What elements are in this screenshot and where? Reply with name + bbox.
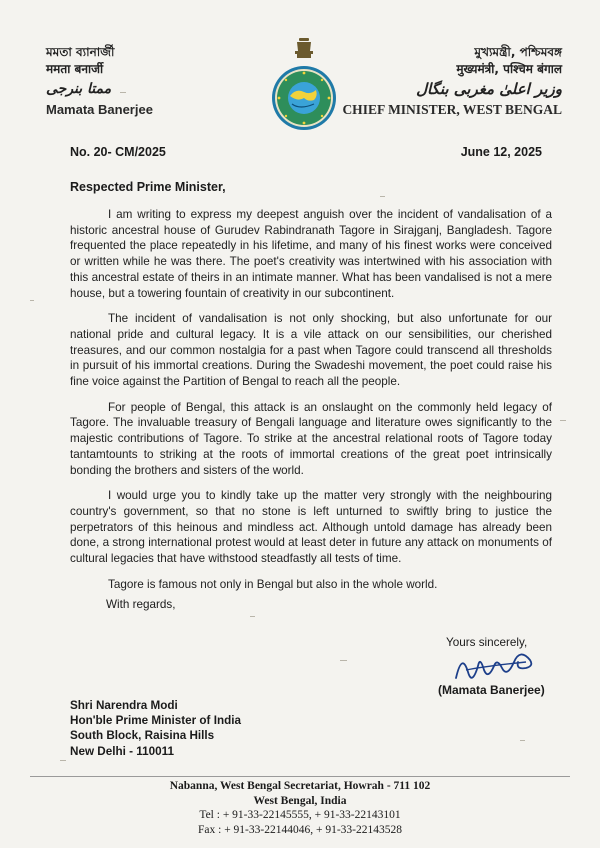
signatory-name: (Mamata Banerjee) [438,683,545,697]
footer-address-line1: Nabanna, West Bengal Secretariat, Howrah - 711 102 [169,780,431,792]
letterhead-left [46,44,153,117]
letter-date: June 12, 2025 [460,145,542,159]
footer-telephone: Tel : + 91-33-22145555, + 91-33-22143101 [199,809,401,821]
yours-sincerely: Yours sincerely, [446,636,528,649]
paragraph: The incident of vandalisation is not only shocking, but also unfortunate for our national pride and cultural legacy. It is a vile attack on our sensibilities, our cherished treasures, and our common nostalgia for a past when Tagore could transcend all thresholds in pursuit of his immortal creations. During the Swadeshi movement, the poet could raise his fine voice against the Partition of Bengal to reach all the people. [70,312,552,389]
paper-speck [340,660,347,661]
paper-speck [380,196,385,197]
west-bengal-emblem-icon [268,36,340,136]
addressee-line: South Block, Raisina Hills [70,729,215,743]
letterhead-footer [0,779,600,837]
paragraph: I am writing to express my deepest anguish over the incident of vandalisation of a historic ancestral house of Gurudev Rabindranath Tagore in Sirajganj, Bangladesh. Tagore frequented the place repeatedly in his lifetime, and many of his finest works were conceived or written while he was there. The poet's creativity was intertwined with his association with this ancestral estate of theirs in an intimate manner. What has been vandalised is not a mere house, but a towering fountain of creativity in our subcontinent. [70,208,552,300]
paper-speck [560,420,566,421]
signature-icon [452,648,552,688]
paper-speck [60,760,66,761]
hindi-name: ममता बनार्जी [46,62,104,76]
letterhead-right [342,44,562,118]
paper-speck [30,300,34,301]
reference-number: No. 20- CM/2025 [70,145,166,159]
bengali-name: মমতা ব্যানার্জী [46,45,115,59]
paragraph: Tagore is famous not only in Bengal but also in the whole world. [108,577,438,591]
footer-address-line2: West Bengal, India [253,794,347,807]
paragraph: I would urge you to kindly take up the matter very strongly with the neighbouring country's government, so that no stone is left unturned to swiftly bring to justice the perpetrators of this heinous and mindless act. Although untold damage has already been done, a strong international protest would at least deter in future any attack on monuments of cultural legacies that have withstood steadfastly all tests of time. [70,489,552,566]
bengali-title: মুখ্যমন্ত্রী, পশ্চিমবঙ্গ [474,45,562,59]
salutation: Respected Prime Minister, [70,180,226,194]
paper-speck [520,740,525,741]
closing: With regards, [106,598,176,611]
addressee-line: Hon'ble Prime Minister of India [70,714,241,728]
english-title: CHIEF MINISTER, WEST BENGAL [342,102,562,117]
footer-divider [30,776,570,777]
footer-fax: Fax : + 91-33-22144046, + 91-33-22143528 [198,823,402,836]
addressee-line: New Delhi - 110011 [70,744,174,758]
urdu-name: ممتا بنرجی [46,81,112,97]
addressee-line: Shri Narendra Modi [70,699,178,712]
english-name: Mamata Banerjee [46,102,153,117]
addressee-block [70,698,241,759]
hindi-title: मुख्यमंत्री, पश्चिम बंगाल [456,62,562,76]
paragraph: For people of Bengal, this attack is an onslaught on the commonly held legacy of Tagore. The invaluable treasury of Bengali language and literature owes significantly to the majestic contributions of Tagore. To strike at the ancestral relational roots of Tagore today tantamtounts to striking at the roots of immortal creations of the great poet intrinsically bonding the brothers and sisters of the world. [70,400,552,477]
letter-body [70,207,552,602]
paper-speck [250,616,255,617]
urdu-title: وزیر اعلیٰ مغربی بنگال [416,80,562,98]
